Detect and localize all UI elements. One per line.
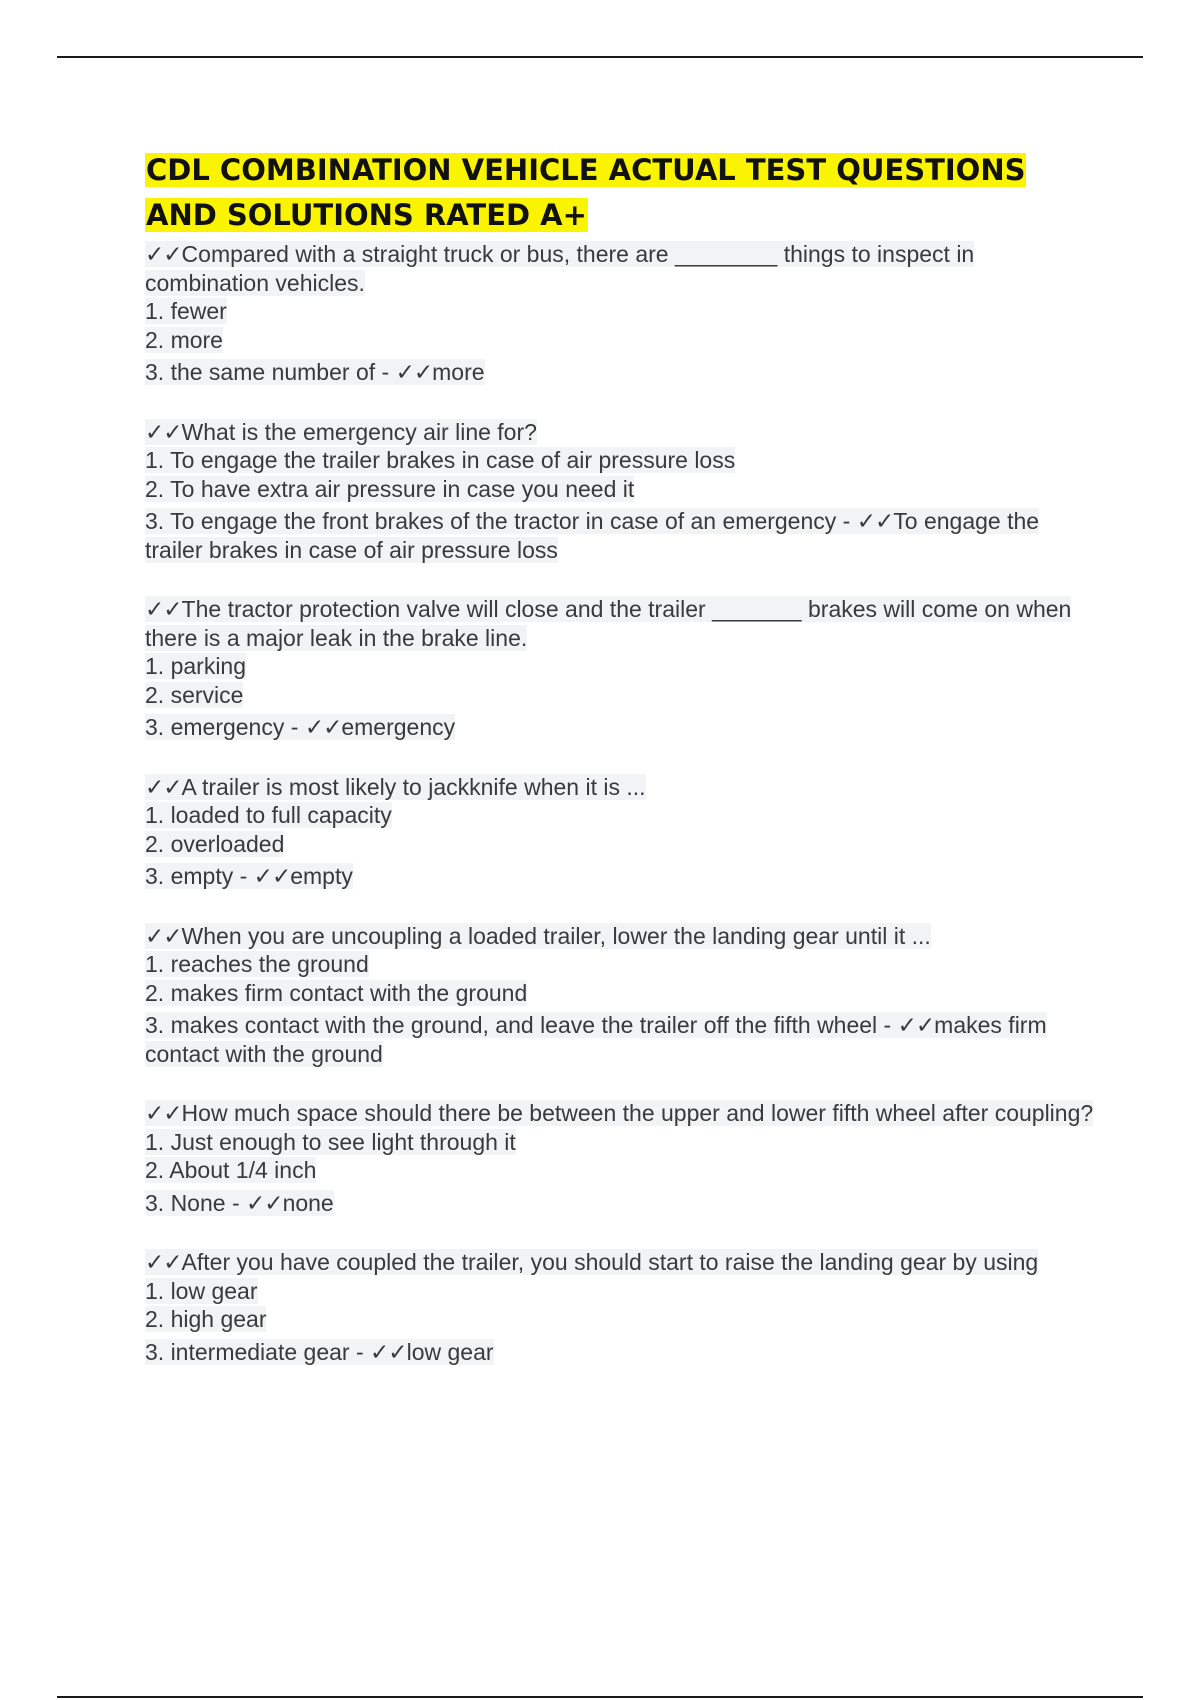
question-text — [145, 240, 1095, 297]
option-highlight — [145, 476, 634, 502]
question-block — [145, 922, 1095, 1069]
question-text-highlight — [145, 1249, 1038, 1275]
option-item — [145, 1277, 1095, 1306]
question-text — [145, 418, 1095, 447]
document-body — [145, 148, 1095, 1397]
option-item — [145, 1305, 1095, 1334]
option-item — [145, 681, 1095, 710]
answer-text: emergency — [341, 714, 456, 740]
checkmark-icon: ✓✓ — [145, 922, 182, 949]
answer-separator: - — [836, 508, 857, 534]
question-label: Compared with a straight truck or bus, there are ________ things to inspect in combination vehicles. — [145, 241, 975, 296]
question-text — [145, 1099, 1095, 1128]
option-label: 3. None — [145, 1189, 226, 1216]
answer-text: none — [282, 1189, 334, 1216]
question-text-highlight — [145, 923, 931, 949]
option-with-answer — [145, 1011, 1095, 1068]
answer-text: To engage the trailer brakes in case of air pressure loss — [145, 508, 1040, 563]
question-block — [145, 773, 1095, 891]
option-with-answer — [145, 1338, 1095, 1367]
option-item — [145, 950, 1095, 979]
option-label: 3. the same number of — [145, 359, 376, 385]
question-label: How much space should there be between the upper and lower fifth wheel after coupling? — [181, 1100, 1094, 1126]
option-with-answer — [145, 358, 1095, 387]
question-text-highlight — [145, 596, 1071, 651]
question-label: After you have coupled the trailer, you should start to raise the landing gear by using — [181, 1249, 1039, 1275]
option-item — [145, 1156, 1095, 1185]
option-highlight — [145, 359, 485, 385]
option-label: 2. overloaded — [145, 830, 285, 857]
option-highlight — [145, 1339, 494, 1365]
question-list — [145, 240, 1095, 1366]
option-label: 2. To have extra air pressure in case you need it — [145, 475, 635, 502]
checkmark-icon: ✓✓ — [145, 418, 182, 445]
option-label: 1. Just enough to see light through it — [145, 1128, 516, 1155]
option-label: 3. To engage the front brakes of the tractor in case of an emergency — [145, 508, 837, 534]
answer-separator: - — [349, 1338, 371, 1365]
checkmark-icon: ✓✓ — [145, 1100, 182, 1126]
top-rule — [57, 56, 1143, 58]
answer-separator: - — [225, 1189, 247, 1216]
answer-text: makes firm contact with the ground — [145, 1012, 1047, 1067]
answer-text: more — [432, 359, 485, 385]
option-highlight — [145, 1306, 266, 1332]
document-title — [145, 148, 1095, 238]
question-block — [145, 595, 1095, 742]
question-text-highlight — [145, 241, 974, 296]
option-label: 2. About 1/4 inch — [145, 1157, 317, 1183]
answer-text: low gear — [406, 1338, 494, 1365]
question-block — [145, 240, 1095, 387]
checkmark-icon: ✓✓ — [145, 773, 182, 800]
option-highlight — [145, 1157, 316, 1183]
option-highlight — [145, 682, 243, 708]
option-item — [145, 1128, 1095, 1157]
question-text-highlight — [145, 1100, 1093, 1126]
option-highlight — [145, 980, 527, 1006]
option-with-answer — [145, 1189, 1095, 1218]
option-label: 3. intermediate gear — [145, 1338, 350, 1365]
checkmark-icon: ✓✓ — [145, 1249, 182, 1275]
answer-text: empty — [290, 863, 353, 889]
option-label: 2. high gear — [145, 1306, 267, 1332]
question-block — [145, 1248, 1095, 1366]
question-text — [145, 773, 1095, 802]
option-highlight — [145, 831, 284, 857]
option-label: 2. makes firm contact with the ground — [145, 979, 528, 1006]
checkmark-icon: ✓✓ — [856, 508, 894, 534]
checkmark-icon: ✓✓ — [395, 359, 433, 385]
question-text — [145, 922, 1095, 951]
option-label: 3. emergency — [145, 714, 285, 740]
option-highlight — [145, 327, 223, 353]
answer-separator: - — [233, 863, 254, 889]
option-highlight — [145, 863, 353, 889]
option-item — [145, 830, 1095, 859]
option-item — [145, 979, 1095, 1008]
option-label: 1. parking — [145, 653, 247, 679]
question-text-highlight — [145, 774, 646, 800]
option-highlight — [145, 1278, 258, 1304]
option-item — [145, 801, 1095, 830]
checkmark-icon: ✓✓ — [370, 1338, 407, 1365]
answer-separator: - — [877, 1012, 898, 1038]
option-label: 1. fewer — [145, 298, 227, 324]
question-label: A trailer is most likely to jackknife when it is ... — [181, 773, 646, 800]
option-with-answer — [145, 713, 1095, 742]
option-label: 1. loaded to full capacity — [145, 802, 392, 828]
question-label: What is the emergency air line for? — [181, 418, 537, 445]
checkmark-icon: ✓✓ — [246, 1189, 283, 1216]
checkmark-icon: ✓✓ — [145, 596, 182, 622]
checkmark-icon: ✓✓ — [897, 1012, 935, 1038]
option-label: 2. more — [145, 326, 223, 353]
checkmark-icon: ✓✓ — [304, 714, 342, 740]
option-highlight — [145, 653, 246, 679]
option-label: 3. makes contact with the ground, and leave the trailer off the fifth wheel — [145, 1012, 878, 1038]
answer-separator: - — [284, 714, 305, 740]
option-item — [145, 475, 1095, 504]
option-with-answer — [145, 507, 1095, 564]
question-text — [145, 1248, 1095, 1277]
option-highlight — [145, 802, 392, 828]
document-title-text: CDL COMBINATION VEHICLE ACTUAL TEST QUESTIONS AND SOLUTIONS RATED A+ — [146, 153, 1026, 232]
question-text-highlight — [145, 419, 537, 445]
option-highlight — [145, 951, 369, 977]
bottom-rule — [57, 1696, 1143, 1698]
question-label: The tractor protection valve will close and the trailer _______ brakes will come on when there is a major leak in the brake line. — [145, 596, 1072, 651]
option-highlight — [145, 1012, 1047, 1067]
option-item — [145, 446, 1095, 475]
option-with-answer — [145, 862, 1095, 891]
option-label: 3. empty — [145, 863, 234, 889]
option-item — [145, 326, 1095, 355]
option-label: 1. reaches the ground — [145, 951, 369, 977]
option-label: 1. low gear — [145, 1277, 258, 1304]
option-highlight — [145, 508, 1039, 563]
option-label: 1. To engage the trailer brakes in case of air pressure loss — [145, 447, 736, 473]
checkmark-icon: ✓✓ — [253, 863, 291, 889]
option-item — [145, 297, 1095, 326]
question-block — [145, 1099, 1095, 1217]
question-text — [145, 595, 1095, 652]
question-block — [145, 418, 1095, 565]
option-highlight — [145, 1129, 516, 1155]
option-highlight — [145, 298, 227, 324]
option-highlight — [145, 714, 455, 740]
option-item — [145, 652, 1095, 681]
checkmark-icon: ✓✓ — [145, 241, 182, 267]
option-highlight — [145, 1190, 334, 1216]
option-highlight — [145, 447, 735, 473]
answer-separator: - — [375, 359, 396, 385]
option-label: 2. service — [145, 681, 244, 708]
question-label: When you are uncoupling a loaded trailer, lower the landing gear until it ... — [181, 922, 931, 949]
